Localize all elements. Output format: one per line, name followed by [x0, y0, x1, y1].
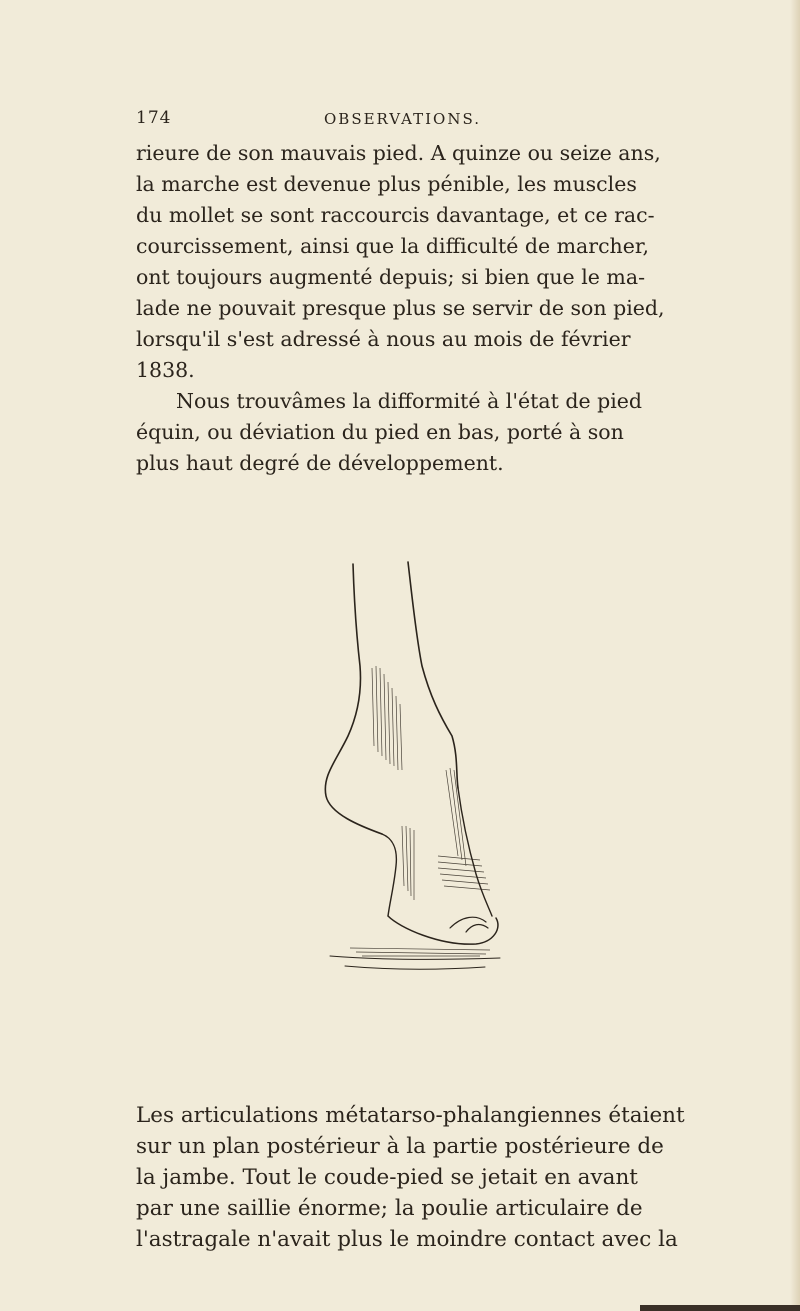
text-line: Les articulations métatarso-phalangiennes étaient	[136, 1103, 685, 1128]
text-line: la jambe. Tout le coude-pied se jetait en avant	[136, 1165, 638, 1190]
leg-anterior-outline	[408, 562, 458, 788]
running-title: OBSERVATIONS.	[324, 110, 481, 128]
foot-engraving	[290, 556, 580, 980]
text-line: équin, ou déviation du pied en bas, porté à son	[136, 420, 624, 444]
text-line: l'astragale n'avait plus le moindre contact avec la	[136, 1227, 678, 1252]
foot-engraving-figure	[290, 556, 580, 980]
hatching-achilles	[402, 826, 414, 900]
hatching-instep	[438, 768, 490, 890]
text-line: du mollet se sont raccourcis davantage, et ce rac-	[136, 203, 655, 227]
text-line: lade ne pouvait presque plus se servir de son pied,	[136, 296, 665, 320]
text-line: sur un plan postérieur à la partie postérieure de	[136, 1134, 664, 1159]
heel-curve	[382, 834, 396, 916]
paragraph-1	[136, 138, 712, 386]
leg-posterior-outline	[325, 564, 382, 834]
text-line: ont toujours augmenté depuis; si bien que le ma-	[136, 265, 645, 289]
toes-outline	[388, 916, 498, 944]
text-line: la marche est devenue plus pénible, les muscles	[136, 172, 637, 196]
text-line: plus haut degré de développement.	[136, 451, 504, 475]
text-line: rieure de son mauvais pied. A quinze ou seize ans,	[136, 141, 661, 165]
paragraph-2	[136, 386, 712, 479]
toe-detail	[450, 917, 488, 932]
text-line: 1838.	[136, 358, 195, 382]
hatching-calf	[372, 666, 402, 770]
body-text-bottom	[136, 1100, 712, 1255]
running-head	[136, 108, 696, 134]
text-line: courcissement, ainsi que la difficulté de marcher,	[136, 234, 649, 258]
paragraph-3	[136, 1100, 712, 1255]
text-line: par une saillie énorme; la poulie articulaire de	[136, 1196, 643, 1221]
instep-curve	[458, 788, 492, 916]
page-edge-shadow	[790, 0, 800, 1311]
hatching-sole	[350, 948, 490, 956]
page-number: 174	[136, 108, 172, 128]
page-bottom-edge	[640, 1305, 800, 1311]
body-text-top	[136, 138, 712, 479]
ground-shadow	[330, 956, 500, 969]
text-line: Nous trouvâmes la difformité à l'état de pied	[176, 389, 643, 413]
text-line: lorsqu'il s'est adressé à nous au mois de février	[136, 327, 631, 351]
